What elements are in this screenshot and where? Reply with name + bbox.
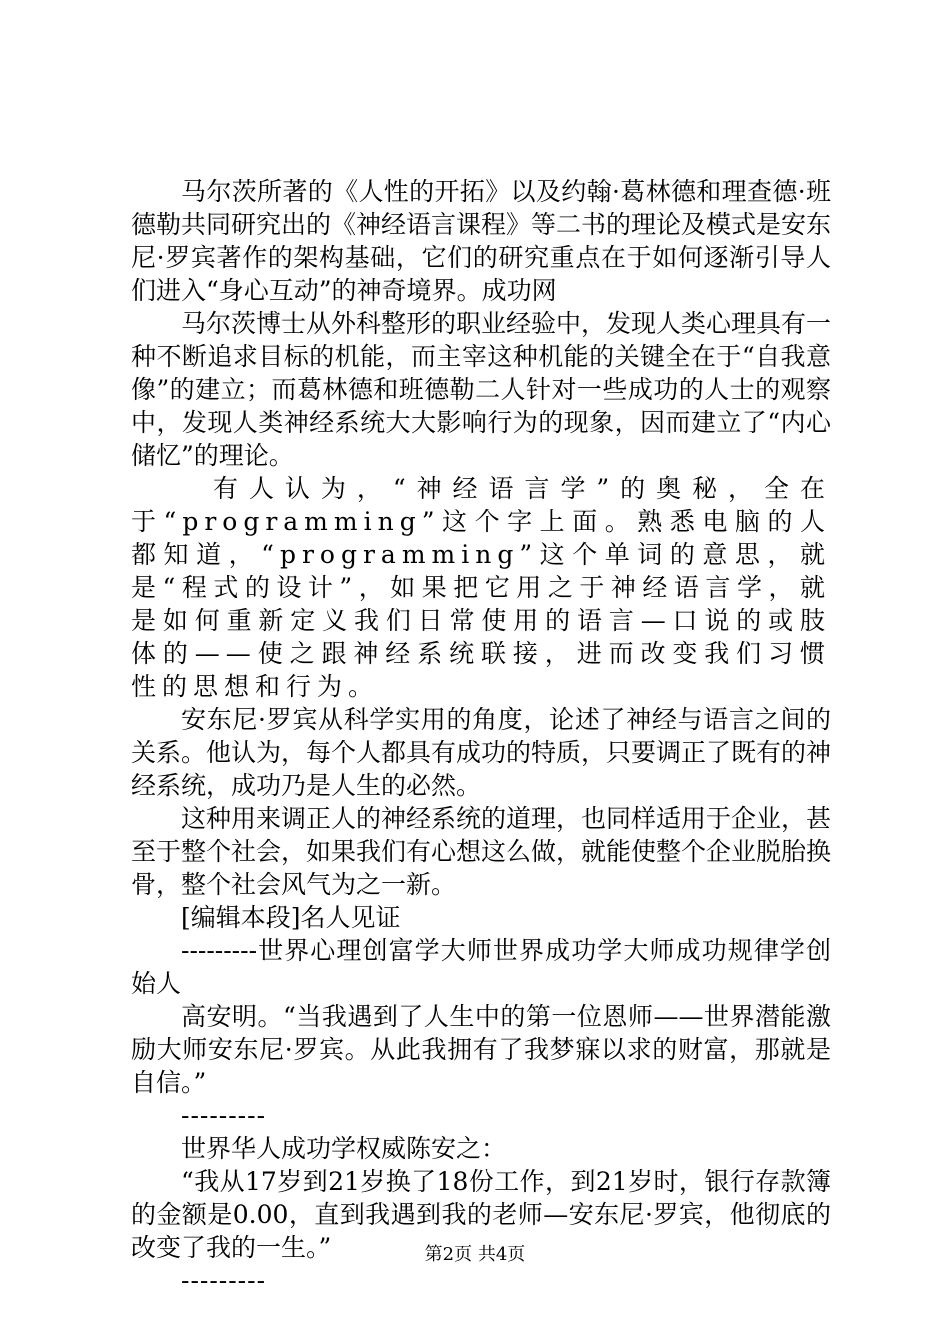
paragraph-neural-language: 安东尼·罗宾从科学实用的角度，论述了神经与语言之间的关系。他认为，每个人都具有成功的特质，只要调正了既有的神经系统，成功乃是人生的必然。	[131, 705, 832, 800]
separator-dashes: ---------	[181, 1101, 267, 1130]
testimonial-title-line: ---------世界心理创富学大师世界成功学大师成功规律学创始人	[131, 936, 831, 998]
paragraph-self-image: 马尔茨博士从外科整形的职业经验中，发现人类心理具有一种不断追求目标的机能，而主宰这种机能的关键全在于“自我意像”的建立；而葛林德和班德勒二人针对一些成功的人士的观察中，发现人类神经系统大大影响行为的现象，因而建立了“内心储忆”的理论。	[131, 309, 832, 470]
testimonial-chen-anzhi-title: 世界华人成功学权威陈安之：	[181, 1134, 507, 1163]
separator-dashes-end: ---------	[181, 1266, 267, 1295]
paragraph-programming: 有人认为，“神经语言学”的奥秘，全在于“programming”这个字上面。熟悉电脑的人都知道，“programming”这个单词的意思，就是“程式的设计”，如果把它用之于神经语言学，就是如何重新定义我们日常使用的语言—口说的或肢体的——使之跟神经系统联接，进而改变我们习惯性的思想和行为。	[131, 474, 831, 701]
page-number-footer: 第2页 共4页	[424, 1244, 526, 1265]
testimonial-chen-anzhi-quote: “我从17岁到21岁换了18份工作，到21岁时，银行存款簿的金额是0.00，直到我遇到我的老师—安东尼·罗宾，他彻底的改变了我的一生。”	[131, 1167, 831, 1262]
paragraph-foundation: 马尔茨所著的《人性的开拓》以及约翰·葛林德和理查德·班德勒共同研究出的《神经语言课程》等二书的理论及模式是安东尼·罗宾著作的架构基础，它们的研究重点在于如何逐渐引导人们进入“身心互动”的神奇境界。成功网	[131, 177, 832, 305]
document-body	[131, 175, 831, 1297]
section-heading-testimonials: [编辑本段]名人见证	[181, 903, 401, 932]
paragraph-enterprise: 这种用来调正人的神经系统的道理，也同样适用于企业，甚至于整个社会，如果我们有心想这么做，就能使整个企业脱胎换骨，整个社会风气为之一新。	[131, 804, 832, 899]
testimonial-gao-anming: 高安明。“当我遇到了人生中的第一位恩师——世界潜能激励大师安东尼·罗宾。从此我拥有了我梦寐以求的财富，那就是自信。”	[131, 1002, 831, 1097]
